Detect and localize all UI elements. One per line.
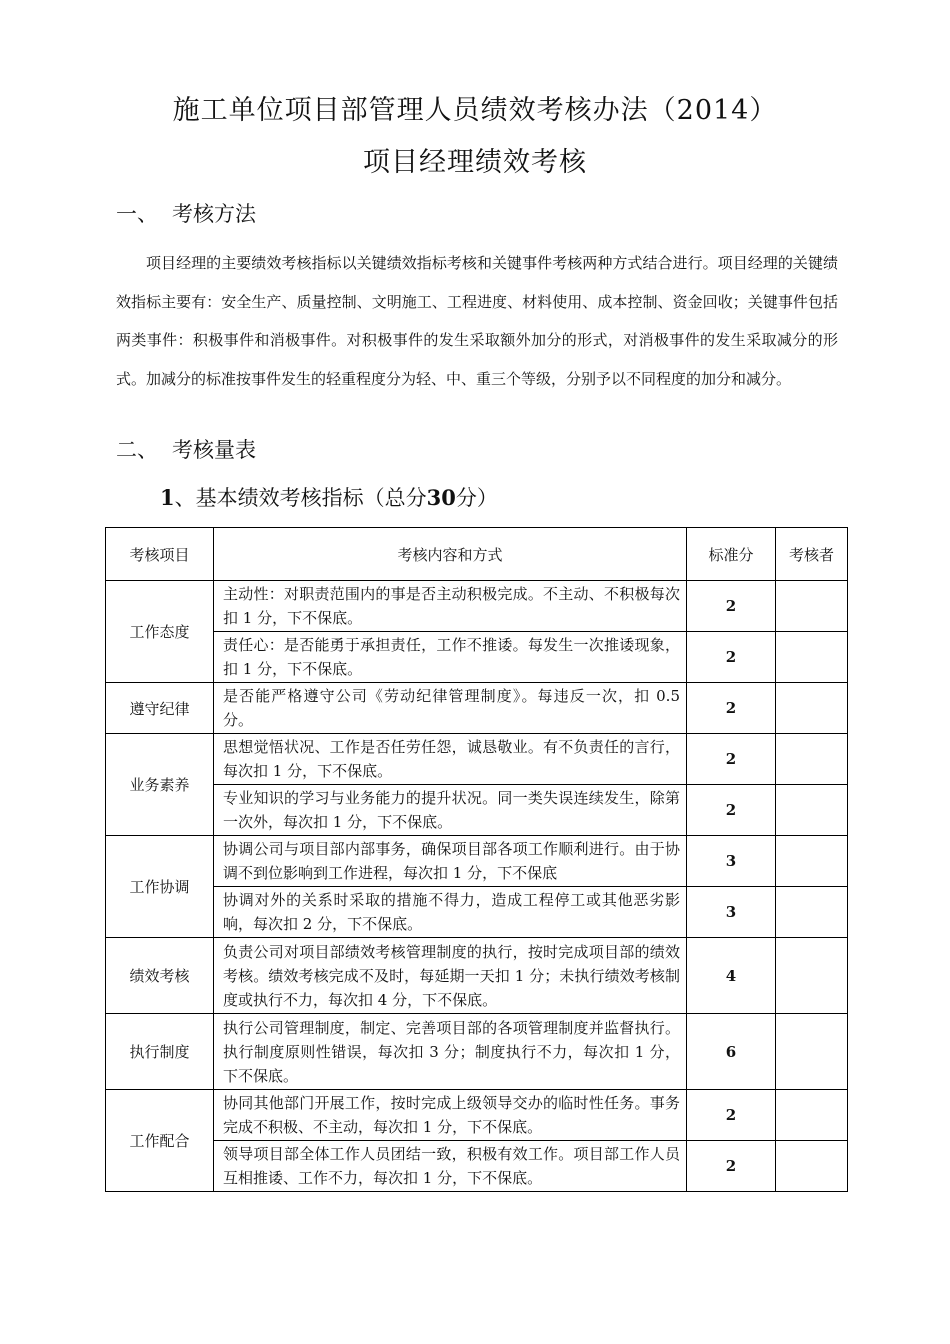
table-row [106, 1014, 848, 1090]
method-paragraph [116, 244, 838, 398]
table-row [106, 836, 848, 887]
subsection-number: 1 [160, 485, 175, 510]
score-cell: 4 [687, 938, 776, 1014]
reviewer-cell [776, 887, 848, 938]
section-heading-method [116, 198, 256, 228]
header-item: 考核项目 [106, 528, 214, 581]
header-content: 考核内容和方式 [214, 528, 687, 581]
header-standard-score: 标准分 [687, 528, 776, 581]
reviewer-cell [776, 1090, 848, 1141]
table-header-row [106, 528, 848, 581]
table-row [106, 581, 848, 632]
content-cell: 执行公司管理制度，制定、完善项目部的各项管理制度并监督执行。执行制度原则性错误，每次扣 3 分；制度执行不力，每次扣 1 分，下不保底。 [214, 1014, 687, 1090]
table-right-rule [847, 527, 848, 1187]
category-cell: 工作协调 [106, 836, 214, 938]
table-row [106, 683, 848, 734]
content-cell: 思想觉悟状况、工作是否任劳任怨，诚恳敬业。有不负责任的言行，每次扣 1 分，下不保底。 [214, 734, 687, 785]
table-row [106, 785, 848, 836]
document-subtitle: 项目经理绩效考核 [363, 147, 587, 178]
category-cell: 业务素养 [106, 734, 214, 836]
category-cell: 遵守纪律 [106, 683, 214, 734]
subsection-heading [160, 482, 498, 512]
content-cell: 协同其他部门开展工作，按时完成上级领导交办的临时性任务。事务完成不积极、不主动，每次扣 1 分，下不保底。 [214, 1090, 687, 1141]
section-heading-scale [116, 434, 256, 464]
table-row [106, 1090, 848, 1141]
reviewer-cell [776, 785, 848, 836]
reviewer-cell [776, 734, 848, 785]
section-title: 考核方法 [172, 202, 256, 226]
score-cell: 2 [687, 1141, 776, 1192]
table-row [106, 938, 848, 1014]
category-cell: 绩效考核 [106, 938, 214, 1014]
section-title: 考核量表 [172, 438, 256, 462]
table-row [106, 887, 848, 938]
score-cell: 2 [687, 581, 776, 632]
table-row [106, 734, 848, 785]
content-cell: 主动性：对职责范围内的事是否主动积极完成。不主动、不积极每次扣 1 分，下不保底。 [214, 581, 687, 632]
content-cell: 专业知识的学习与业务能力的提升状况。同一类失误连续发生，除第一次外，每次扣 1 分，下不保底。 [214, 785, 687, 836]
score-cell: 2 [687, 632, 776, 683]
reviewer-cell [776, 1014, 848, 1090]
section-number: 二、 [116, 438, 158, 462]
content-cell: 负责公司对项目部绩效考核管理制度的执行，按时完成项目部的绩效考核。绩效考核完成不及时，每延期一天扣 1 分；未执行绩效考核制度或执行不力，每次扣 4 分，下不保底。 [214, 938, 687, 1014]
reviewer-cell [776, 632, 848, 683]
score-cell: 3 [687, 887, 776, 938]
content-cell: 协调公司与项目部内部事务，确保项目部各项工作顺利进行。由于协调不到位影响到工作进程，每次扣 1 分，下不保底 [214, 836, 687, 887]
subsection-text: 、基本绩效考核指标（总分 [174, 486, 427, 510]
score-cell: 3 [687, 836, 776, 887]
assessment-table [105, 527, 848, 1192]
content-cell: 协调对外的关系时采取的措施不得力，造成工程停工或其他恶劣影响，每次扣 2 分，下不保底。 [214, 887, 687, 938]
paragraph-text: 项目经理的主要绩效考核指标以关键绩效指标考核和关键事件考核两种方式结合进行。项目经理的关键绩效指标主要有：安全生产、质量控制、文明施工、工程进度、材料使用、成本控制、资金回收；关键事件包括两类事件：积极事件和消极事件。对积极事件的发生采取额外加分的形式，对消极事件的发生采取减分的形式。加减分的标准按事件发生的轻重程度分为轻、中、重三个等级，分别予以不同程度的加分和减分。 [116, 254, 838, 388]
document-title: 施工单位项目部管理人员绩效考核办法（2014） [172, 95, 778, 126]
content-cell: 是否能严格遵守公司《劳动纪律管理制度》。每违反一次，扣 0.5 分。 [214, 683, 687, 734]
category-cell: 工作态度 [106, 581, 214, 683]
table-row [106, 632, 848, 683]
score-cell: 2 [687, 785, 776, 836]
score-cell: 2 [687, 683, 776, 734]
subsection-unit: 分） [455, 486, 498, 510]
reviewer-cell [776, 1141, 848, 1192]
reviewer-cell [776, 938, 848, 1014]
header-reviewer: 考核者 [776, 528, 848, 581]
reviewer-cell [776, 836, 848, 887]
content-cell: 领导项目部全体工作人员团结一致，积极有效工作。项目部工作人员互相推诿、工作不力，每次扣 1 分，下不保底。 [214, 1141, 687, 1192]
subsection-total: 30 [426, 485, 456, 510]
table-row [106, 1141, 848, 1192]
content-cell: 责任心：是否能勇于承担责任，工作不推诿。每发生一次推诿现象，扣 1 分，下不保底。 [214, 632, 687, 683]
reviewer-cell [776, 581, 848, 632]
score-cell: 6 [687, 1014, 776, 1090]
section-number: 一、 [116, 202, 158, 226]
score-cell: 2 [687, 734, 776, 785]
score-cell: 2 [687, 1090, 776, 1141]
category-cell: 执行制度 [106, 1014, 214, 1090]
category-cell: 工作配合 [106, 1090, 214, 1192]
reviewer-cell [776, 683, 848, 734]
